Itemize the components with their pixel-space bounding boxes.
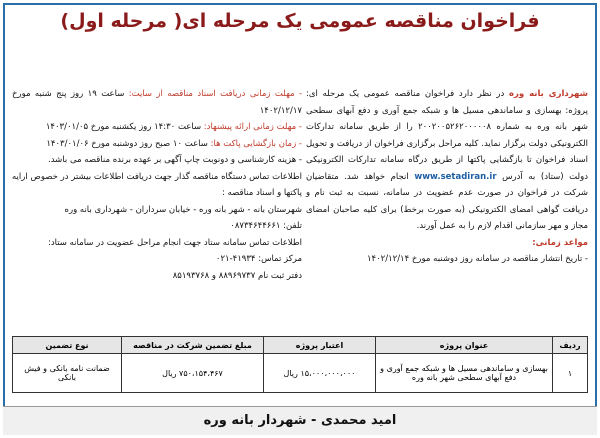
cell-project-budget: ۱۵،۰۰۰،۰۰۰،۰۰۰ ریال <box>264 354 376 393</box>
col-header-project-title: عنوان پروژه <box>376 337 553 354</box>
col-header-row-no: ردیف <box>553 337 588 354</box>
doc-deadline-line <box>12 86 302 119</box>
right-column <box>306 86 588 268</box>
bid-deadline: ساعت ۱۴:۳۰ روز یکشنبه مورخ ۱۴۰۳/۰۱/۰۵ <box>45 122 202 132</box>
setad-info: اطلاعات تماس سامانه ستاد جهت انجام مراحل عضویت در سامانه ستاد: <box>48 237 302 248</box>
tender-table <box>12 336 588 393</box>
publish-date: - تاریخ انتشار مناقصه در سامانه روز دوشنبه مورخ ۱۴۰۲/۱۲/۱۴ <box>366 254 588 264</box>
doc-deadline-label: - مهلت زمانی دریافت اسناد مناقصه از سایت: <box>128 89 303 99</box>
cell-guarantee-type: ضمانت نامه بانکی و فیش بانکی <box>13 354 122 393</box>
cell-project-title: بهسازی و ساماندهی مسیل ها و شبکه جمع آوری و دفع آبهای سطحی شهر بانه وره <box>376 354 553 393</box>
col-header-guarantee-amount: مبلغ تضمین شرکت در مناقصه <box>122 337 264 354</box>
footer-signature: امید محمدی - شهردار بانه وره <box>3 406 597 435</box>
opening-line <box>12 136 302 153</box>
dates-heading: مواعد زمانی: <box>532 237 588 248</box>
ad-cost-note: - هزینه کارشناسی و دونوبت چاپ آگهی بر عهده برنده مناقصه می باشد. <box>48 155 302 165</box>
address: شهرستان بانه - شهر بانه وره - خیابان سرداران - شهرداری بانه وره <box>64 204 302 215</box>
opening-label: - زمان بازگشایی پاکت ها: <box>210 138 302 149</box>
intro-text: در نظر دارد فراخوان مناقصه عمومی یک مرحله ای: پروژه: بهسازی و ساماندهی مسیل ها و شبکه جمع آوری و دفع آبهای سطحی شهر بانه وره به شماره ۲۰۰۲۰۰۵۲۶۲۰۰۰۰۰۸ را از طریق سامانه تدارکات الکترونیکی دولت برگزار نماید. کلیه مراحل برگزاری فراخوان از دریافت و تحویل اسناد فراخوان تا بازگشایی پاکتها از طریق درگاه سامانه تدارکات الکترونیکی دولت (ستاد) به آدرس <box>306 89 589 182</box>
cell-guarantee-amount: ۷۵۰،۱۵۴،۴۶۷ ریال <box>122 354 264 393</box>
col-header-project-budget: اعتبار پروژه <box>264 337 376 354</box>
bid-deadline-line <box>12 119 302 136</box>
ad-title: فراخوان مناقصه عمومی یک مرحله ای( مرحله اول) <box>60 10 540 32</box>
setad-website-link[interactable]: www.setadiran.ir <box>414 171 497 182</box>
contact-info: اطلاعات تماس دستگاه مناقصه گذار جهت دریافت اطلاعات بیشتر در خصوص ارایه پاکتها و اسناد مناقصه : <box>12 171 302 198</box>
doc-deadline: ساعت ۱۹ روز پنج شنبه مورخ ۱۴۰۲/۱۲/۱۷ <box>12 89 302 116</box>
phone: تلفن: ۰۸۷۳۴۶۴۴۶۶۱ <box>230 221 302 231</box>
register-office: دفتر ثبت نام ۸۸۹۶۹۷۳۷ و ۸۵۱۹۳۷۶۸ <box>172 270 302 281</box>
opening-time: ساعت ۱۰ صبح روز دوشنبه مورخ ۱۴۰۳/۰۱/۰۶ <box>46 138 208 149</box>
bid-deadline-label: - مهلت زمانی ارائه پیشنهاد: <box>203 122 302 132</box>
left-column <box>12 86 302 284</box>
table-row <box>13 354 588 393</box>
table-header-row <box>13 337 588 354</box>
col-header-guarantee-type: نوع تضمین <box>13 337 122 354</box>
municipality-name: شهرداری بانه وره <box>508 89 589 99</box>
call-center: مرکز تماس: ۴۱۹۳۴-۰۲۱ <box>215 254 302 264</box>
cell-row-no: ۱ <box>553 354 588 393</box>
intro-end-text: انجام خواهد شد. متقاضیان شرکت در فراخوان در صورت عدم عضویت در سامانه، نسبت به ثبت نام و دریافت گواهی امضای الکترونیکی (به صورت برخط) برای کلیه صاحبان امضای مجاز و مهر سازمانی اقدام لازم را به عمل آورند. <box>306 171 588 231</box>
